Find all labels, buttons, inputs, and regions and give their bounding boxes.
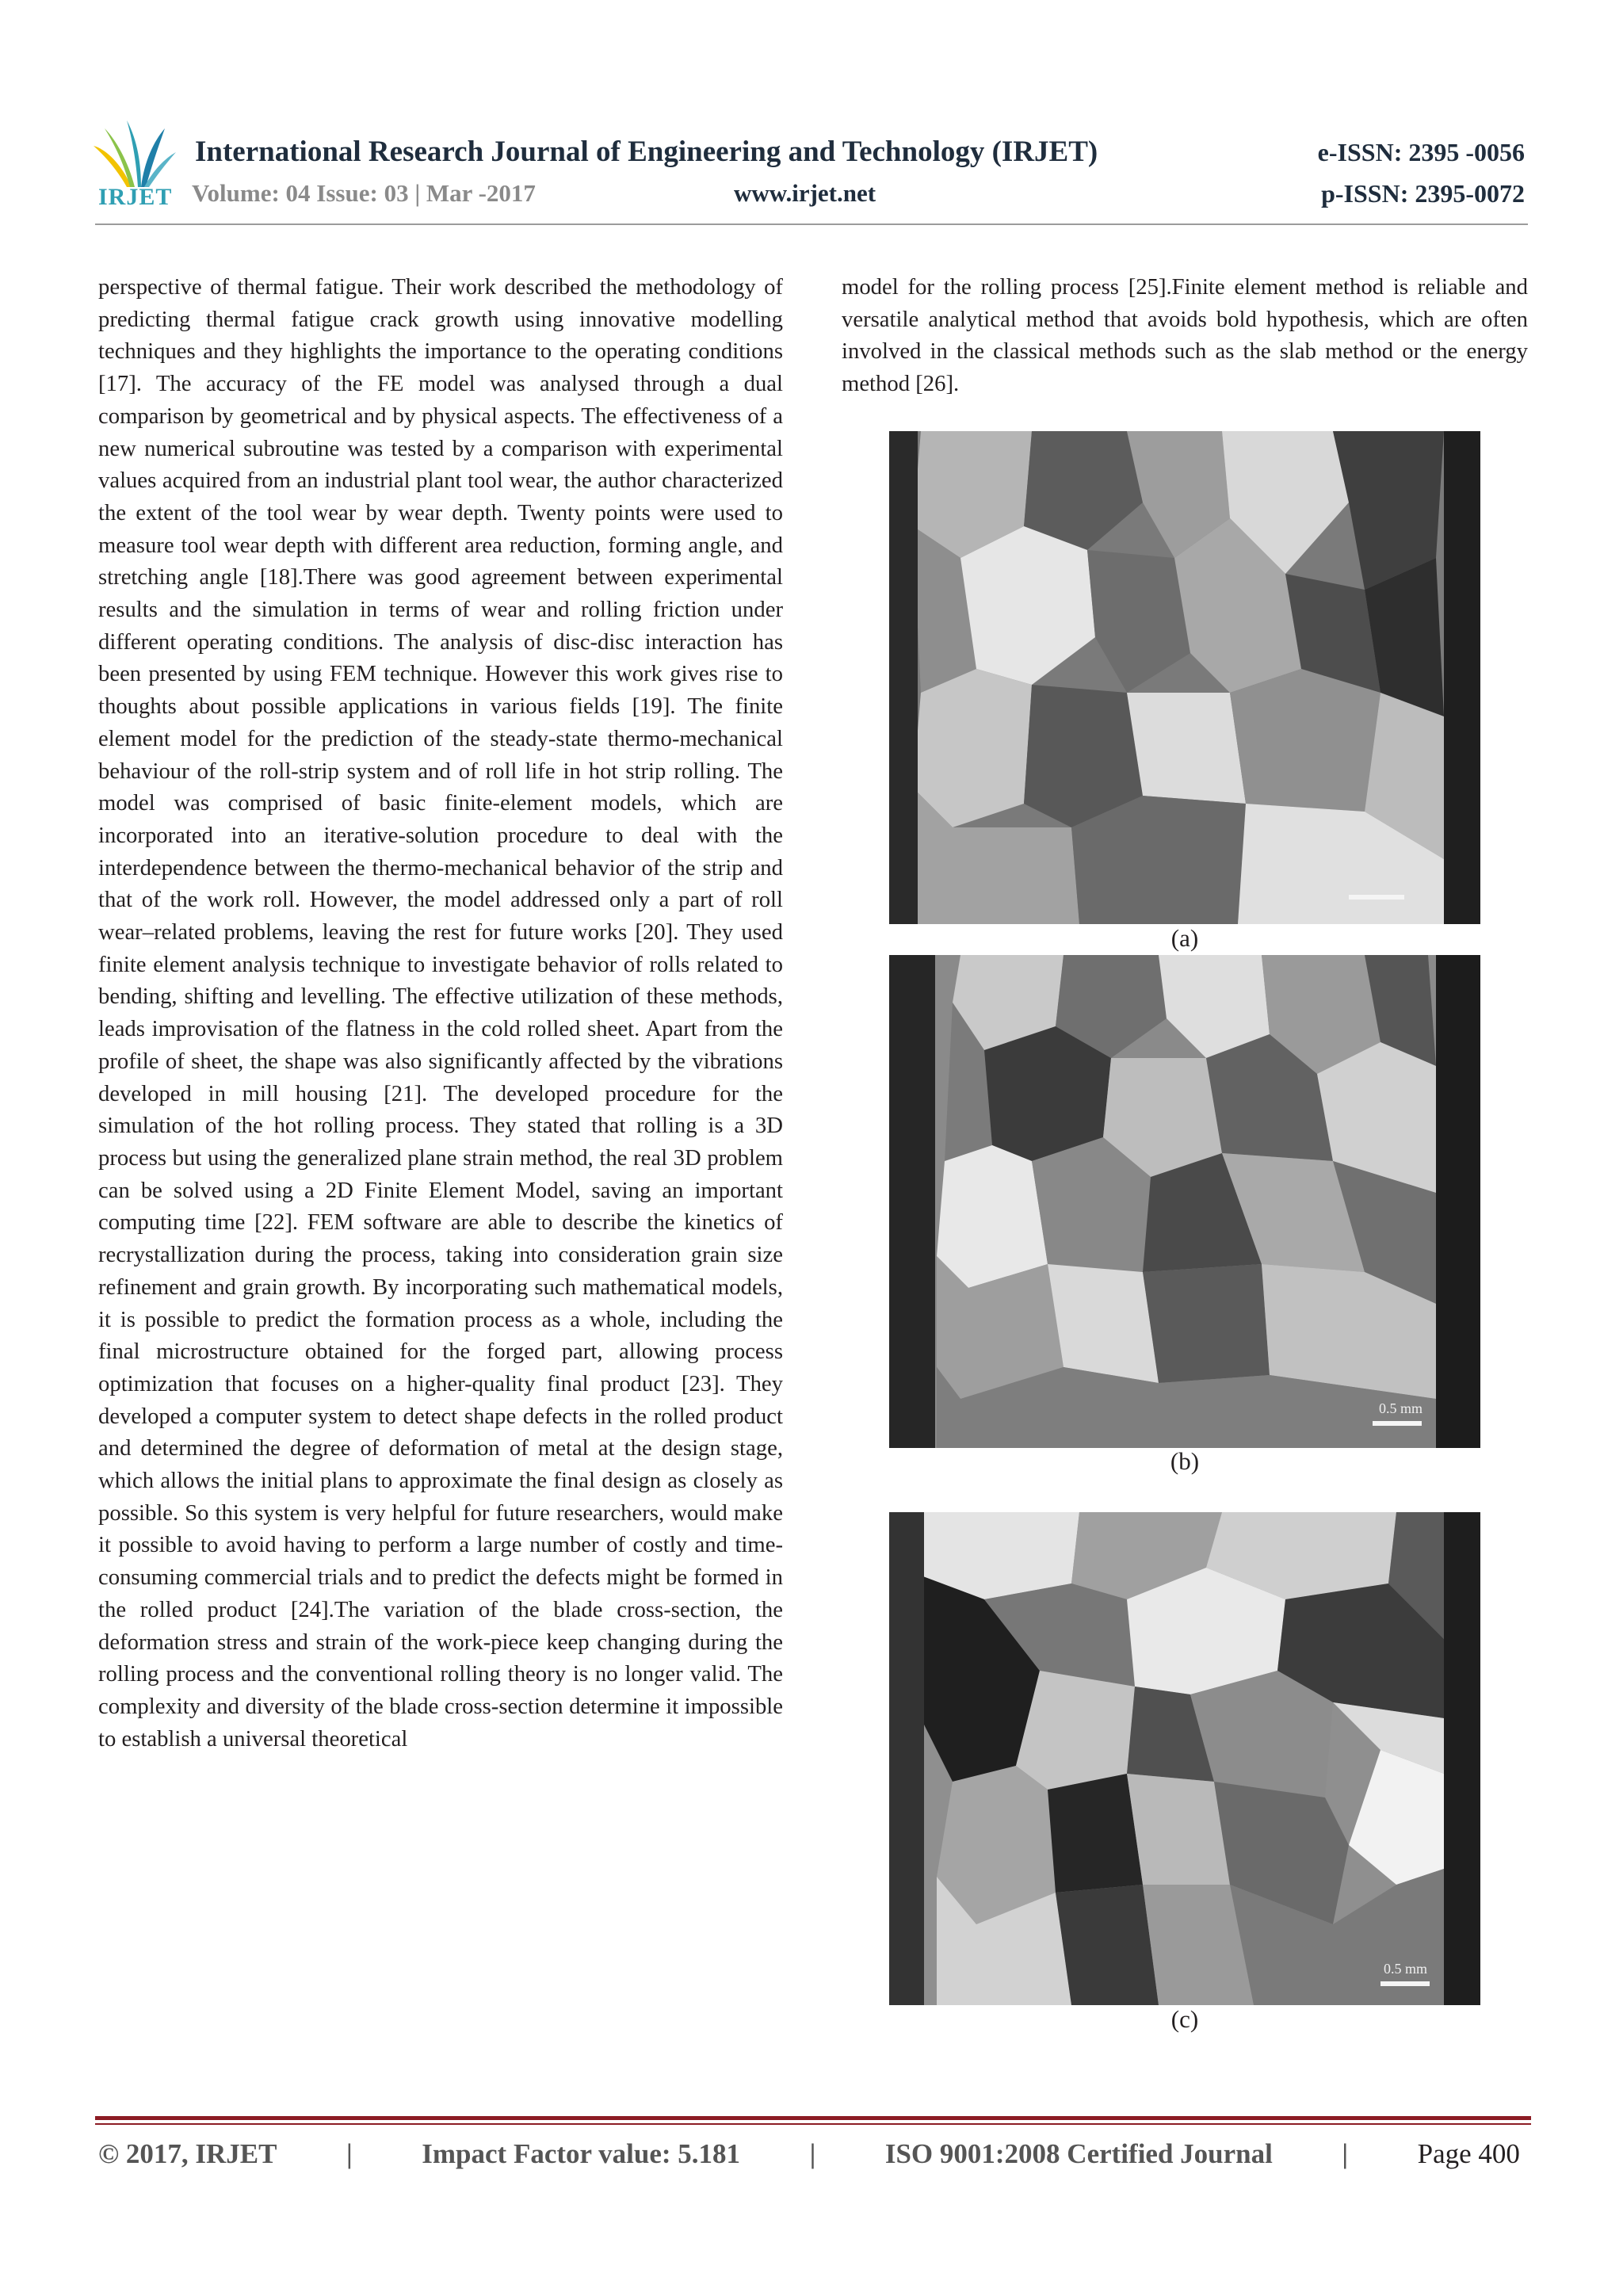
figure-b-caption: (b) (1170, 1447, 1200, 1475)
e-issn: e-ISSN: 2395 -0056 (1317, 138, 1525, 166)
footer-rule-thin (95, 2123, 1531, 2125)
figure-a-caption: (a) (1170, 924, 1199, 952)
volume-issue: Volume: 04 Issue: 03 | Mar -2017 (192, 179, 536, 207)
footer-impact-factor: Impact Factor value: 5.181 (422, 2138, 741, 2169)
footer-separator: | (809, 2138, 816, 2169)
logo-leaves-icon (92, 117, 178, 189)
p-issn: p-ISSN: 2395-0072 (1321, 179, 1525, 208)
figure-a-micrograph (889, 431, 1480, 924)
figure-c-caption: (c) (1170, 2005, 1199, 2033)
footer-separator: | (346, 2138, 353, 2169)
header-divider (95, 223, 1528, 225)
footer-copyright: © 2017, IRJET (98, 2138, 277, 2169)
journal-title: International Research Journal of Engineering and Technology (IRJET) (195, 136, 1098, 168)
figure-b-scale-label: 0.5 mm (1379, 1400, 1423, 1416)
logo-text: IRJET (98, 184, 173, 210)
footer-iso: ISO 9001:2008 Certified Journal (884, 2138, 1273, 2169)
figure-b-micrograph (889, 955, 1480, 1448)
right-column (842, 271, 1528, 400)
page-footer (98, 2132, 1520, 2176)
figure-c-scale-label: 0.5 mm (1384, 1961, 1428, 1977)
left-column (98, 271, 783, 1755)
figure-c-micrograph (889, 1512, 1480, 2005)
left-column-text: perspective of thermal fatigue. Their work described the methodology of predicting thermal fatigue crack growth using innovative modelling techniques and they highlights the importance to the operating conditions [17]. The accuracy of the FE model was analysed through a dual comparison by geometrical and by physical aspects. The effectiveness of a new numerical subroutine was tested by a comparison with experimental values acquired from an industrial plant tool wear, the author characterized the extent of the tool wear by wear depth. Twenty points were used to measure tool wear depth with different area reduction, forming angle, and stretching angle [18].There was good agreement between experimental results and the simulation in terms of wear and rolling friction under different operating conditions. The analysis of disc-disc interaction has been presented by using FEM technique. However this work gives rise to thoughts about possible applications in various fields [19]. The finite element model for the prediction of the steady-state thermo-mechanical behaviour of the roll-strip system and of roll life in hot strip rolling. The model was comprised of basic finite-element models, which are incorporated into an iterative-solution procedure to deal with the interdependence between the thermo-mechanical behavior of the strip and that of the work roll. However, the model addressed only a part of roll wear–related problems, leaving the rest for future works [20]. They used finite element analysis technique to investigate behavior of rolls related to bending, shifting and levelling. The effective utilization of these methods, leads improvisation of the flatness in the cold rolled sheet. Apart from the profile of sheet, the shape was also significantly affected by the vibrations developed in mill housing [21]. The developed procedure for the simulation of the hot rolling process. They stated that rolling is a 3D process but using the generalized plane strain method, the real 3D problem can be solved using a 2D Finite Element Model, saving an important computing time [22]. FEM software are able to describe the kinetics of recrystallization during the process, taking into consideration grain size refinement and grain growth. By incorporating such mathematical models, it is possible to predict the formation process as a whole, including the final microstructure obtained for the forged part, allowing process optimization that focuses on a higher-quality final product [23]. They developed a computer system to detect shape defects in the rolled product and determined the degree of deformation of metal at the design stage, which allows the initial plans to approximate the final design as closely as possible. So this system is very helpful for future researchers, would make it possible to avoid having to perform a large number of costly and time-consuming commercial trials and to predict the defects might be formed in the rolled product [24].The variation of the blade cross-section, the deformation stress and strain of the work-piece keep changing during the rolling process and the conventional rolling theory is no longer valid. The complexity and diversity of the blade cross-section determine it impossible to establish a universal theoretical (98, 274, 783, 1752)
footer-rule-thick (95, 2116, 1531, 2120)
footer-page-number: Page 400 (1417, 2138, 1520, 2169)
website-link[interactable]: www.irjet.net (734, 179, 876, 207)
footer-separator: | (1342, 2138, 1349, 2169)
right-column-text: model for the rolling process [25].Finite element method is reliable and versatile analytical method that avoids bold hypothesis, which are often involved in the classical methods such as the slab method or the energy method [26]. (842, 274, 1528, 397)
